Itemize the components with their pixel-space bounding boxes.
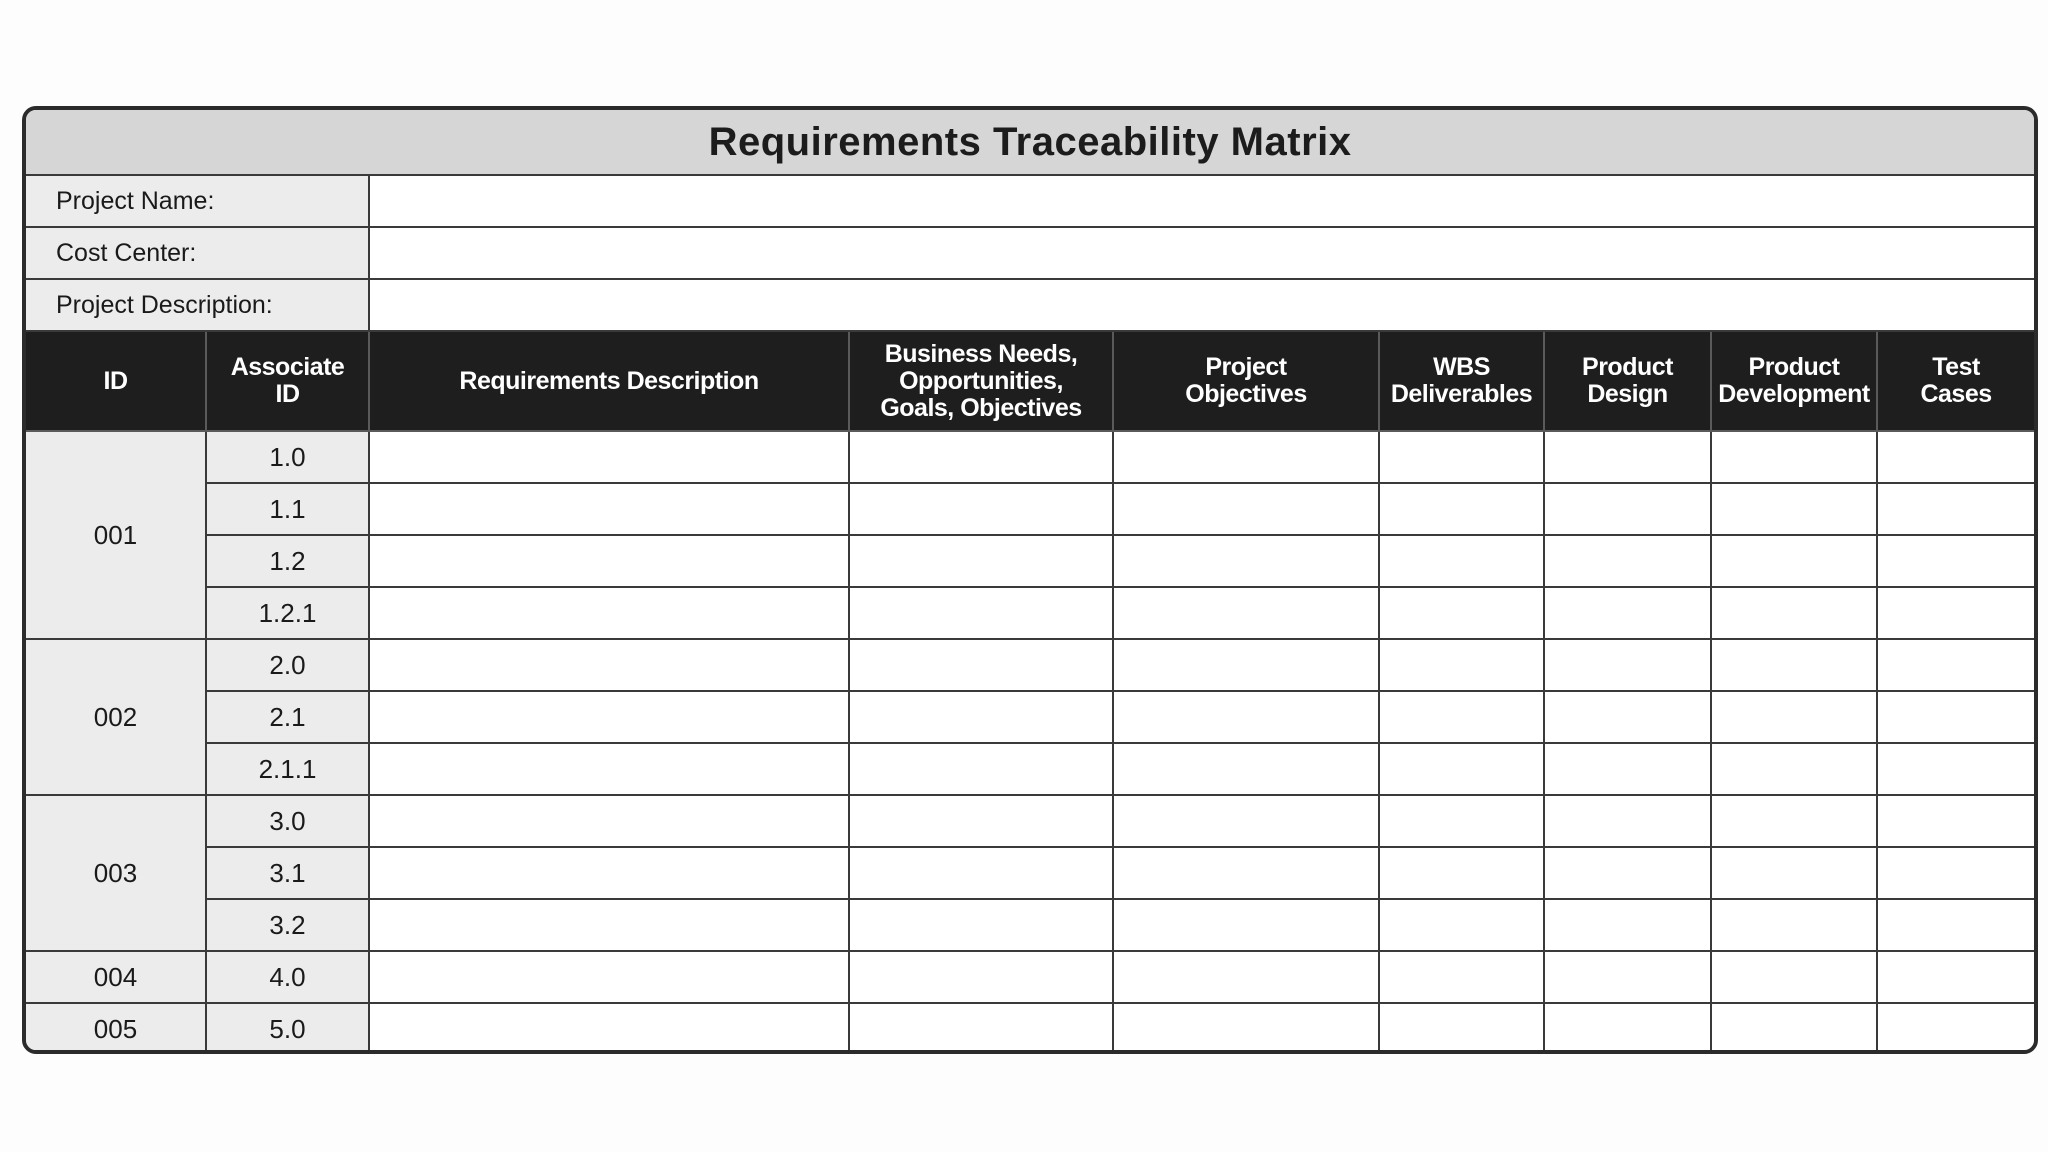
associate-id-cell: 3.1 (206, 847, 369, 899)
requirements-description-cell[interactable] (369, 639, 849, 691)
test-cases-cell[interactable] (1877, 951, 2034, 1003)
wbs-deliverables-cell[interactable] (1379, 899, 1544, 951)
project-objectives-cell[interactable] (1113, 743, 1379, 795)
wbs-deliverables-cell[interactable] (1379, 795, 1544, 847)
business-needs-cell[interactable] (849, 899, 1113, 951)
test-cases-cell[interactable] (1877, 431, 2034, 483)
product-design-cell[interactable] (1544, 431, 1711, 483)
info-row-project-description (26, 279, 2034, 331)
table-row (26, 587, 2034, 639)
product-development-cell[interactable] (1711, 795, 1877, 847)
associate-id-cell: 1.0 (206, 431, 369, 483)
business-needs-cell[interactable] (849, 847, 1113, 899)
project-objectives-cell[interactable] (1113, 483, 1379, 535)
product-design-cell[interactable] (1544, 951, 1711, 1003)
cost-center-field[interactable] (369, 227, 2034, 279)
requirement-id-cell: 004 (26, 951, 206, 1003)
project-objectives-cell[interactable] (1113, 587, 1379, 639)
title-row (26, 110, 2034, 175)
business-needs-cell[interactable] (849, 587, 1113, 639)
column-header-row (26, 331, 2034, 431)
requirements-description-cell[interactable] (369, 743, 849, 795)
product-development-cell[interactable] (1711, 847, 1877, 899)
table-row (26, 951, 2034, 1003)
requirements-description-cell[interactable] (369, 587, 849, 639)
business-needs-cell[interactable] (849, 795, 1113, 847)
table-row (26, 795, 2034, 847)
project-objectives-cell[interactable] (1113, 431, 1379, 483)
test-cases-cell[interactable] (1877, 1003, 2034, 1054)
col-header-product-design: Product Design (1544, 331, 1711, 431)
project-objectives-cell[interactable] (1113, 899, 1379, 951)
associate-id-cell: 3.0 (206, 795, 369, 847)
wbs-deliverables-cell[interactable] (1379, 951, 1544, 1003)
info-row-cost-center (26, 227, 2034, 279)
project-objectives-cell[interactable] (1113, 691, 1379, 743)
requirements-description-cell[interactable] (369, 483, 849, 535)
product-development-cell[interactable] (1711, 743, 1877, 795)
requirements-description-cell[interactable] (369, 535, 849, 587)
business-needs-cell[interactable] (849, 1003, 1113, 1054)
associate-id-cell: 2.1.1 (206, 743, 369, 795)
col-header-id: ID (26, 331, 206, 431)
project-description-label: Project Description: (26, 279, 369, 331)
table-row (26, 535, 2034, 587)
project-objectives-cell[interactable] (1113, 1003, 1379, 1054)
product-design-cell[interactable] (1544, 535, 1711, 587)
test-cases-cell[interactable] (1877, 743, 2034, 795)
product-design-cell[interactable] (1544, 899, 1711, 951)
col-header-product-development: Product Development (1711, 331, 1877, 431)
table-row (26, 483, 2034, 535)
wbs-deliverables-cell[interactable] (1379, 743, 1544, 795)
wbs-deliverables-cell[interactable] (1379, 587, 1544, 639)
product-development-cell[interactable] (1711, 899, 1877, 951)
product-development-cell[interactable] (1711, 587, 1877, 639)
table-row (26, 431, 2034, 483)
product-design-cell[interactable] (1544, 691, 1711, 743)
business-needs-cell[interactable] (849, 535, 1113, 587)
matrix-table (26, 110, 2034, 1054)
requirement-id-cell: 003 (26, 795, 206, 951)
product-design-cell[interactable] (1544, 795, 1711, 847)
business-needs-cell[interactable] (849, 951, 1113, 1003)
table-row (26, 691, 2034, 743)
requirement-id-cell: 001 (26, 431, 206, 639)
col-header-test-cases: Test Cases (1877, 331, 2034, 431)
requirements-description-cell[interactable] (369, 795, 849, 847)
associate-id-cell: 1.1 (206, 483, 369, 535)
matrix-title: Requirements Traceability Matrix (26, 110, 2034, 175)
requirements-description-cell[interactable] (369, 431, 849, 483)
test-cases-cell[interactable] (1877, 899, 2034, 951)
test-cases-cell[interactable] (1877, 587, 2034, 639)
requirements-description-cell[interactable] (369, 691, 849, 743)
product-development-cell[interactable] (1711, 639, 1877, 691)
associate-id-cell: 2.0 (206, 639, 369, 691)
product-development-cell[interactable] (1711, 951, 1877, 1003)
wbs-deliverables-cell[interactable] (1379, 847, 1544, 899)
associate-id-cell: 1.2.1 (206, 587, 369, 639)
product-design-cell[interactable] (1544, 639, 1711, 691)
requirements-description-cell[interactable] (369, 899, 849, 951)
associate-id-cell: 3.2 (206, 899, 369, 951)
project-name-label: Project Name: (26, 175, 369, 227)
requirements-description-cell[interactable] (369, 847, 849, 899)
wbs-deliverables-cell[interactable] (1379, 639, 1544, 691)
project-description-field[interactable] (369, 279, 2034, 331)
business-needs-cell[interactable] (849, 639, 1113, 691)
wbs-deliverables-cell[interactable] (1379, 1003, 1544, 1054)
table-row (26, 639, 2034, 691)
product-development-cell[interactable] (1711, 691, 1877, 743)
requirement-id-cell: 002 (26, 639, 206, 795)
product-design-cell[interactable] (1544, 483, 1711, 535)
requirements-traceability-matrix (22, 106, 2038, 1054)
associate-id-cell: 1.2 (206, 535, 369, 587)
project-objectives-cell[interactable] (1113, 535, 1379, 587)
product-development-cell[interactable] (1711, 535, 1877, 587)
test-cases-cell[interactable] (1877, 483, 2034, 535)
project-objectives-cell[interactable] (1113, 795, 1379, 847)
requirement-id-cell: 005 (26, 1003, 206, 1054)
test-cases-cell[interactable] (1877, 847, 2034, 899)
product-development-cell[interactable] (1711, 431, 1877, 483)
col-header-wbs-deliverables: WBS Deliverables (1379, 331, 1544, 431)
test-cases-cell[interactable] (1877, 691, 2034, 743)
wbs-deliverables-cell[interactable] (1379, 483, 1544, 535)
project-objectives-cell[interactable] (1113, 847, 1379, 899)
requirements-description-cell[interactable] (369, 1003, 849, 1054)
product-design-cell[interactable] (1544, 1003, 1711, 1054)
table-row (26, 743, 2034, 795)
test-cases-cell[interactable] (1877, 639, 2034, 691)
col-header-requirements-description: Requirements Description (369, 331, 849, 431)
product-design-cell[interactable] (1544, 847, 1711, 899)
test-cases-cell[interactable] (1877, 535, 2034, 587)
col-header-project-objectives: Project Objectives (1113, 331, 1379, 431)
wbs-deliverables-cell[interactable] (1379, 535, 1544, 587)
table-row (26, 847, 2034, 899)
business-needs-cell[interactable] (849, 431, 1113, 483)
wbs-deliverables-cell[interactable] (1379, 431, 1544, 483)
product-design-cell[interactable] (1544, 743, 1711, 795)
test-cases-cell[interactable] (1877, 795, 2034, 847)
associate-id-cell: 5.0 (206, 1003, 369, 1054)
table-row (26, 899, 2034, 951)
project-name-field[interactable] (369, 175, 2034, 227)
info-row-project-name (26, 175, 2034, 227)
cost-center-label: Cost Center: (26, 227, 369, 279)
associate-id-cell: 4.0 (206, 951, 369, 1003)
business-needs-cell[interactable] (849, 743, 1113, 795)
project-objectives-cell[interactable] (1113, 951, 1379, 1003)
wbs-deliverables-cell[interactable] (1379, 691, 1544, 743)
business-needs-cell[interactable] (849, 483, 1113, 535)
product-design-cell[interactable] (1544, 587, 1711, 639)
table-row (26, 1003, 2034, 1054)
associate-id-cell: 2.1 (206, 691, 369, 743)
business-needs-cell[interactable] (849, 691, 1113, 743)
product-development-cell[interactable] (1711, 1003, 1877, 1054)
col-header-associate-id: Associate ID (206, 331, 369, 431)
requirements-description-cell[interactable] (369, 951, 849, 1003)
col-header-business-needs: Business Needs, Opportunities, Goals, Objectives (849, 331, 1113, 431)
product-development-cell[interactable] (1711, 483, 1877, 535)
project-objectives-cell[interactable] (1113, 639, 1379, 691)
